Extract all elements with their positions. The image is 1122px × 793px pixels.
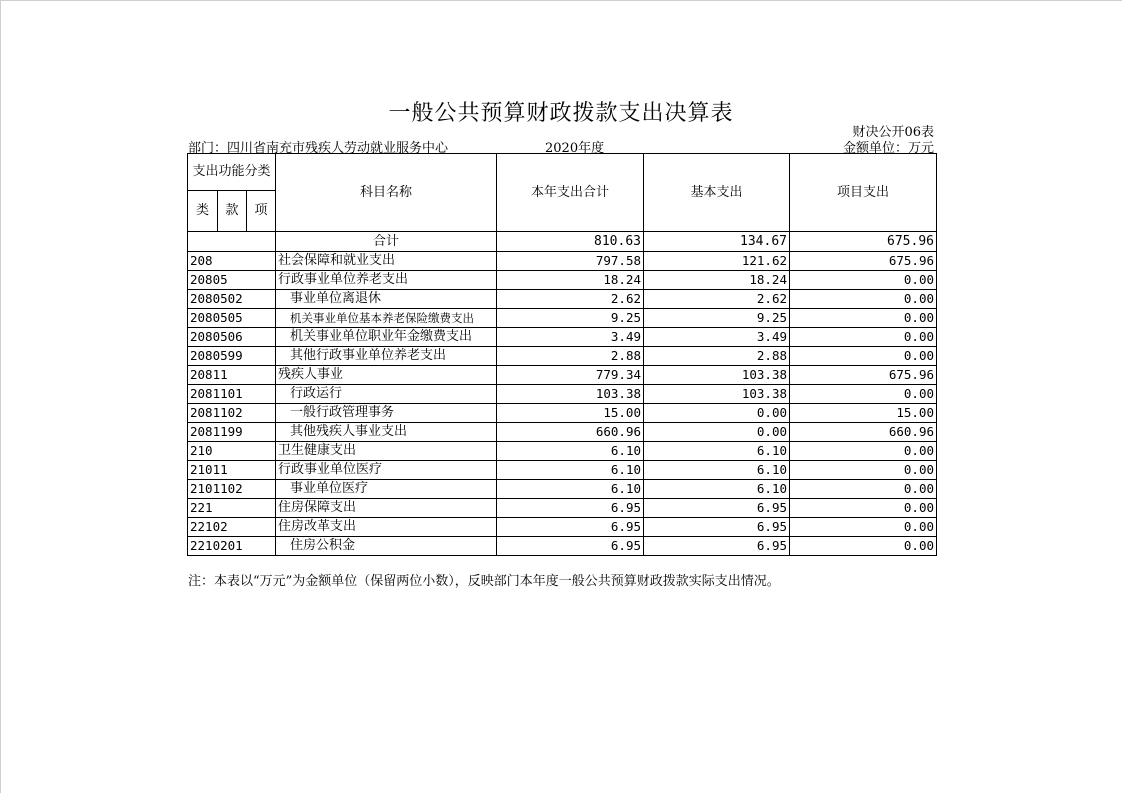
- row-subject-name: 行政事业单位医疗: [276, 461, 497, 480]
- table-row: [188, 461, 937, 480]
- row-code: 208: [188, 252, 276, 271]
- lei-header: 类: [188, 191, 218, 232]
- fiscal-year: 2020年度: [545, 141, 605, 156]
- row-project-amount: 0.00: [790, 271, 937, 290]
- row-total-amount: 6.10: [497, 442, 644, 461]
- row-basic-amount: 2.88: [644, 347, 790, 366]
- row-basic-amount: 121.62: [644, 252, 790, 271]
- table-row: [188, 271, 937, 290]
- row-subject-name: 住房公积金: [276, 537, 497, 556]
- row-basic-amount: 2.62: [644, 290, 790, 309]
- row-basic-amount: 6.95: [644, 499, 790, 518]
- table-row: [188, 404, 937, 423]
- row-subject-name: 事业单位离退休: [276, 290, 497, 309]
- table-row: [188, 347, 937, 366]
- budget-table: [187, 153, 937, 556]
- row-total-amount: 3.49: [497, 328, 644, 347]
- row-project-amount: 0.00: [790, 290, 937, 309]
- row-subject-name: 一般行政管理事务: [276, 404, 497, 423]
- row-total-amount: 2.62: [497, 290, 644, 309]
- row-code: 2080505: [188, 309, 276, 328]
- table-row: [188, 328, 937, 347]
- row-total-amount: 797.58: [497, 252, 644, 271]
- row-subject-name: 机关事业单位职业年金缴费支出: [276, 328, 497, 347]
- row-project-amount: 675.96: [790, 366, 937, 385]
- row-code: 2080502: [188, 290, 276, 309]
- row-total-amount: 6.10: [497, 480, 644, 499]
- row-code: 21011: [188, 461, 276, 480]
- row-basic-amount: 3.49: [644, 328, 790, 347]
- row-basic-amount: 6.10: [644, 442, 790, 461]
- row-subject-name: 社会保障和就业支出: [276, 252, 497, 271]
- row-total-amount: 18.24: [497, 271, 644, 290]
- row-project-amount: 0.00: [790, 461, 937, 480]
- row-total-amount: 103.38: [497, 385, 644, 404]
- row-project-amount: 675.96: [790, 252, 937, 271]
- row-code: 2210201: [188, 537, 276, 556]
- row-subject-name: 卫生健康支出: [276, 442, 497, 461]
- row-total-amount: 2.88: [497, 347, 644, 366]
- row-project-amount: 0.00: [790, 328, 937, 347]
- row-subject-name: 事业单位医疗: [276, 480, 497, 499]
- table-row: [188, 423, 937, 442]
- row-project-amount: 0.00: [790, 537, 937, 556]
- page-title: 一般公共预算财政拨款支出决算表: [388, 101, 734, 126]
- row-subject-name: 其他残疾人事业支出: [276, 423, 497, 442]
- table-row: [188, 385, 937, 404]
- row-basic-amount: 0.00: [644, 423, 790, 442]
- row-subject-name: 住房改革支出: [276, 518, 497, 537]
- total-project: 675.96: [790, 232, 937, 252]
- subject-name-header: 科目名称: [276, 154, 497, 232]
- row-code: 2101102: [188, 480, 276, 499]
- row-project-amount: 0.00: [790, 309, 937, 328]
- table-row: [188, 442, 937, 461]
- table-row: [188, 537, 937, 556]
- row-total-amount: 15.00: [497, 404, 644, 423]
- row-basic-amount: 6.95: [644, 518, 790, 537]
- row-project-amount: 0.00: [790, 347, 937, 366]
- row-basic-amount: 103.38: [644, 366, 790, 385]
- table-row: [188, 480, 937, 499]
- page-border-top: [0, 0, 1122, 1]
- row-project-amount: 0.00: [790, 499, 937, 518]
- row-code: 2080506: [188, 328, 276, 347]
- total-basic: 134.67: [644, 232, 790, 252]
- row-code: 20811: [188, 366, 276, 385]
- xiang-header: 项: [247, 191, 276, 232]
- row-project-amount: 0.00: [790, 518, 937, 537]
- total-code-cell: [188, 232, 276, 252]
- row-project-amount: 0.00: [790, 480, 937, 499]
- row-total-amount: 6.95: [497, 499, 644, 518]
- row-code: 2080599: [188, 347, 276, 366]
- row-code: 221: [188, 499, 276, 518]
- row-code: 2081199: [188, 423, 276, 442]
- total-expense-header: 本年支出合计: [497, 154, 644, 232]
- table-row: [188, 252, 937, 271]
- row-total-amount: 779.34: [497, 366, 644, 385]
- amount-unit: 金额单位：万元: [842, 141, 934, 156]
- row-code: 210: [188, 442, 276, 461]
- row-total-amount: 9.25: [497, 309, 644, 328]
- table-row: [188, 366, 937, 385]
- row-total-amount: 660.96: [497, 423, 644, 442]
- row-code: 22102: [188, 518, 276, 537]
- total-label: 合计: [276, 232, 497, 252]
- department-label: 部门：四川省南充市残疾人劳动就业服务中心: [188, 141, 449, 156]
- row-project-amount: 15.00: [790, 404, 937, 423]
- row-code: 2081102: [188, 404, 276, 423]
- form-code: 财决公开06表: [852, 125, 934, 140]
- basic-expense-header: 基本支出: [644, 154, 790, 232]
- table-row: [188, 290, 937, 309]
- row-code: 20805: [188, 271, 276, 290]
- row-subject-name: 住房保障支出: [276, 499, 497, 518]
- row-subject-name: 机关事业单位基本养老保险缴费支出: [276, 309, 497, 328]
- row-total-amount: 6.10: [497, 461, 644, 480]
- project-expense-header: 项目支出: [790, 154, 937, 232]
- table-note: 注：本表以“万元”为金额单位（保留两位小数），反映部门本年度一般公共预算财政拨款实际支出情况。: [188, 574, 780, 589]
- table-row: [188, 309, 937, 328]
- row-project-amount: 0.00: [790, 442, 937, 461]
- row-basic-amount: 6.95: [644, 537, 790, 556]
- row-basic-amount: 18.24: [644, 271, 790, 290]
- table-row: [188, 518, 937, 537]
- row-project-amount: 0.00: [790, 385, 937, 404]
- row-basic-amount: 6.10: [644, 480, 790, 499]
- row-total-amount: 6.95: [497, 518, 644, 537]
- row-basic-amount: 103.38: [644, 385, 790, 404]
- function-class-header: 支出功能分类: [188, 154, 276, 191]
- row-subject-name: 行政运行: [276, 385, 497, 404]
- total-amount: 810.63: [497, 232, 644, 252]
- total-row: [188, 232, 937, 252]
- row-basic-amount: 6.10: [644, 461, 790, 480]
- table-row: [188, 499, 937, 518]
- row-code: 2081101: [188, 385, 276, 404]
- row-basic-amount: 9.25: [644, 309, 790, 328]
- row-project-amount: 660.96: [790, 423, 937, 442]
- kuan-header: 款: [218, 191, 247, 232]
- row-subject-name: 行政事业单位养老支出: [276, 271, 497, 290]
- row-total-amount: 6.95: [497, 537, 644, 556]
- row-subject-name: 残疾人事业: [276, 366, 497, 385]
- row-subject-name: 其他行政事业单位养老支出: [276, 347, 497, 366]
- row-basic-amount: 0.00: [644, 404, 790, 423]
